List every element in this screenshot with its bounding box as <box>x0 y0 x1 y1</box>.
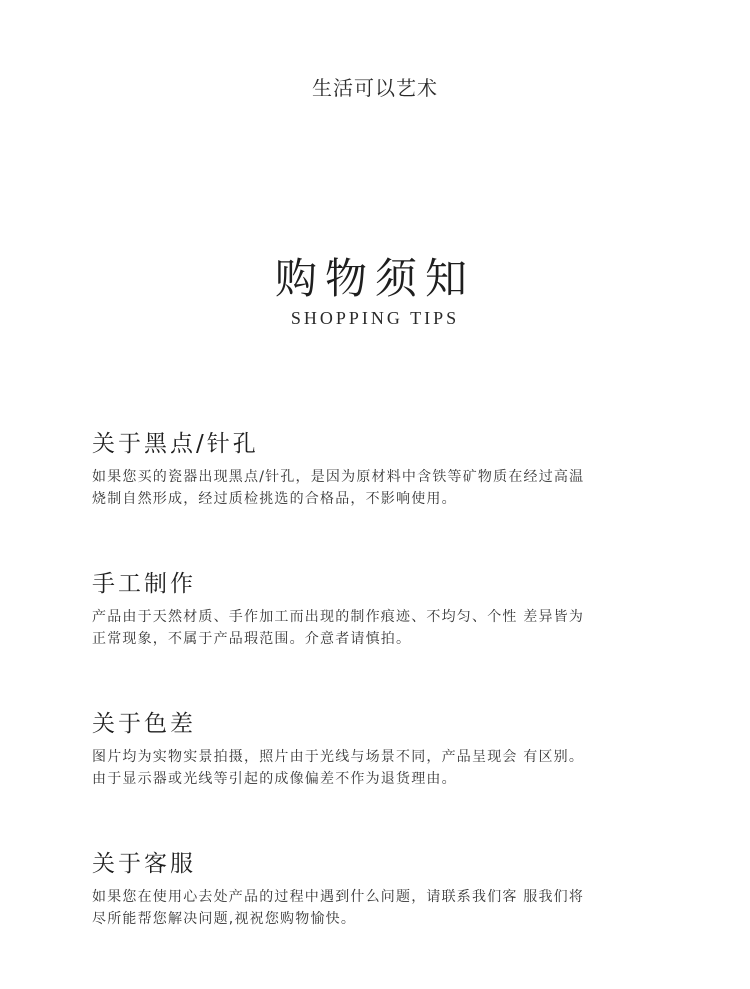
section-body <box>92 886 672 930</box>
section-heading: 关于色差 <box>92 711 196 737</box>
tip-section-customer-service <box>92 848 672 930</box>
body-line: 尽所能帮您解决问题,视祝您购物愉快。 <box>92 911 357 927</box>
page-title: 购物须知 <box>274 254 475 303</box>
body-line: 产品由于天然材质、手作加工而出现的制作痕迹、不均匀、个性 差异皆为 <box>92 609 585 625</box>
body-line: 如果您在使用心去处产品的过程中遇到什么问题，请联系我们客 服我们将 <box>92 889 585 905</box>
tip-section-pinholes <box>92 428 672 510</box>
tip-section-handmade <box>92 568 672 650</box>
title-block <box>0 252 750 329</box>
tip-section-color-difference <box>92 708 672 790</box>
section-body <box>92 606 672 650</box>
body-line: 正常现象，不属于产品瑕范围。介意者请慎拍。 <box>92 631 412 647</box>
page-subtitle: SHOPPING TIPS <box>290 308 460 328</box>
section-heading: 关于黑点/针孔 <box>92 431 259 457</box>
tagline: 生活可以艺术 <box>312 76 438 100</box>
section-body <box>92 746 672 790</box>
section-heading: 手工制作 <box>92 571 196 597</box>
body-line: 图片均为实物实景拍摄，照片由于光线与场景不同，产品呈现会 有区别。 <box>92 749 585 765</box>
section-body <box>92 466 672 510</box>
section-heading: 关于客服 <box>92 851 196 877</box>
body-line: 烧制自然形成，经过质检挑选的合格品，不影响使用。 <box>92 491 457 507</box>
body-line: 由于显示器或光线等引起的成像偏差不作为退货理由。 <box>92 771 457 787</box>
body-line: 如果您买的瓷器出现黑点/针孔，是因为原材料中含铁等矿物质在经过高温 <box>92 469 585 485</box>
